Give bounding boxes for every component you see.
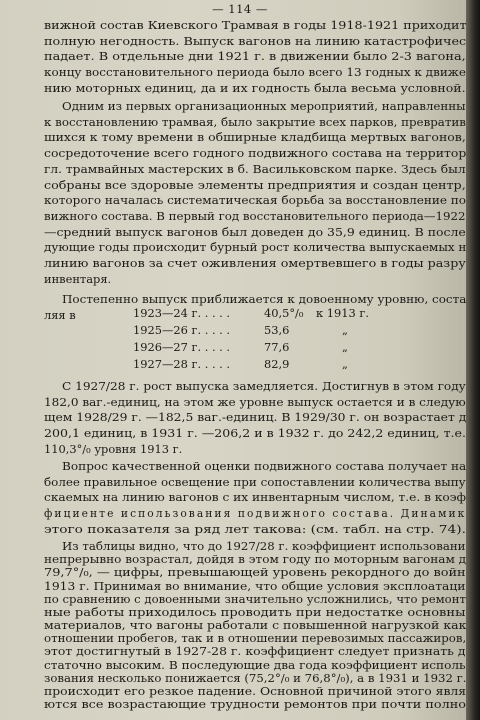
text-line: гл. трамвайных мастерских в б. Васильковском парке. Здесь был (44, 161, 466, 176)
text-line: дующие годы происходит бурный рост количества выпускаемых н (44, 240, 467, 255)
text-line: Вопрос качественной оценки подвижного состава получает на (62, 459, 467, 473)
table-year: 1923—24 г. . . . . (133, 306, 231, 320)
text-line: концу восстановительного периода было всего 13 годных к движе (44, 65, 466, 80)
text-line: вижного состава. В первый год восстановительного периода—1922 (44, 208, 466, 223)
text-line: фициенте использования подвижного состава. Динамик (44, 506, 467, 521)
text-line: инвентаря. (44, 271, 112, 286)
text-line: линию вагонов за счет оживления омертвевшего в годы разру (44, 256, 466, 270)
text-line: Постепенно выпуск приближается к довоенному уровню, соста (62, 292, 467, 306)
text-line: статочно высоким. В последующие два года коэффициент исполь (44, 657, 466, 672)
text-line: ются все возрастающие трудности ремонтов при почти полно (44, 697, 466, 711)
text-line: непрерывно возрастал, дойдя в этом году по моторным вагонам д (44, 552, 467, 567)
text-line: к восстановлению трамвая, было закрытие всех парков, превратив (44, 114, 466, 129)
text-line: падает. В отдельные дни 1921 г. в движении было 2-3 вагона, (44, 49, 466, 64)
text-line: 200,1 единиц, в 1931 г. —206,2 и в 1932 г. до 242,2 единиц, т.е. (44, 426, 466, 441)
text-line: полную негодность. Выпуск вагонов на линию катастрофичес (44, 33, 467, 48)
text-line: которого началась систематическая борьба за восстановление по (44, 193, 467, 208)
text-line: Из таблицы видно, что до 1927/28 г. коэффициент использовани (62, 539, 466, 553)
table-year: 1925—26 г. . . . . (133, 323, 231, 337)
text-line: 110,3°/₀ уровня 1913 г. (44, 441, 183, 456)
text-line: ные работы приходилось проводить при недостатке основны (44, 604, 466, 619)
table-value: 77,6 (264, 340, 290, 354)
text-line: скаемых на линию вагонов с их инвентарным числом, т.е. в коэф (44, 490, 467, 505)
text-line: сосредоточение всего годного подвижного состава на территор (44, 146, 467, 161)
text-line: шихся к тому времени в обширные кладбища мертвых вагонов, (44, 130, 466, 145)
table-year: 1926—27 г. . . . . (133, 340, 231, 354)
text-line: этого показателя за ряд лет такова: (см. табл. на стр. 74). (44, 521, 466, 536)
table-note: к 1913 г. (316, 306, 369, 320)
text-line: зования несколько понижается (75,2°/₀ и 76,8°/₀), а в 1931 и 1932 г. (44, 670, 467, 685)
text-line: —средний выпуск вагонов был доведен до 35,9 единиц. В после (44, 224, 466, 239)
table-year: 1927—28 г. . . . . (133, 357, 231, 371)
table-note: „ (342, 323, 348, 337)
text-line: С 1927/28 г. рост выпуска замедляется. Достигнув в этом году (62, 379, 466, 393)
table-note: „ (342, 357, 348, 371)
text-line: этот достигнутый в 1927-28 г. коэффициент следует признать д (44, 644, 466, 659)
table-value: 82,9 (264, 357, 290, 371)
text-line: 1913 г. Принимая во внимание, что общие условия эксплоатаци (44, 578, 466, 593)
text-line: по сравнению с довоенными значительно усложнились, что ремонт (44, 591, 466, 606)
text-line: ляя в (44, 307, 76, 322)
text-line: происходит его резкое падение. Основной причиной этого явля (44, 683, 467, 698)
table-value: 53,6 (264, 323, 290, 337)
text-line: вижной состав Киевского Трамвая в годы 1918-1921 приходит (44, 18, 467, 32)
text-line: более правильное освещение при сопоставлении количества выпу (44, 474, 466, 489)
text-line: Одним из первых организационных мероприятий, направленны (62, 99, 466, 113)
text-line: отношении пробегов, так и в отношении перевозимых пассажиров, (44, 631, 467, 646)
book-gutter-shadow (466, 0, 480, 720)
table-note: „ (342, 340, 348, 354)
text-line: материалов, что вагоны работали с повышенной нагрузкой как (44, 618, 467, 632)
text-line: 79,7°/₀, — цифры, превышающей уровень рекордного до войн (44, 565, 466, 580)
text-line: нию моторных единиц, да и их годность была весьма условной. (44, 80, 466, 95)
text-line: 182,0 ваг.-единиц, на этом же уровне выпуск остается и в следую (44, 394, 466, 409)
text-line: собраны все здоровые элементы предприятия и создан центр, (44, 177, 466, 192)
text-line: щем 1928/29 г. —182,5 ваг.-единиц. В 1929/30 г. он возрастает д (44, 410, 467, 425)
table-value: 40,5°/₀ (264, 306, 304, 320)
page-number: — 114 — (212, 2, 268, 16)
